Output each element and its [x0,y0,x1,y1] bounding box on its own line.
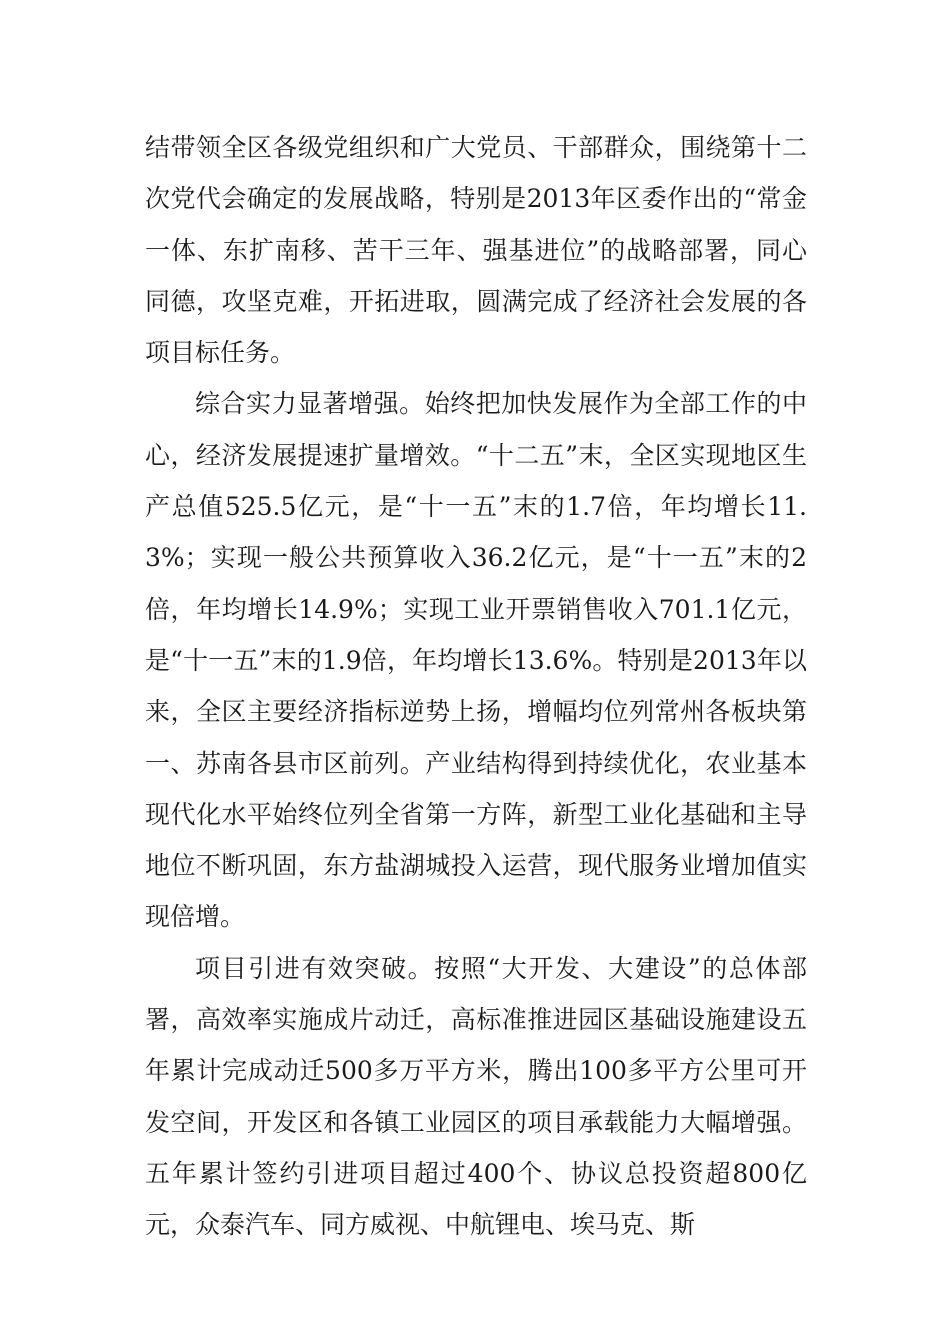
paragraph-project-introduction: 项目引进有效突破。按照“大开发、大建设”的总体部署，高效率实施成片动迁，高标准推进园区基础设施建设五年累计完成动迁500多万平方米，腾出100多平方公里可开发空间，开发区和各镇工业园区的项目承载能力大幅增强。五年累计签约引进项目超过400个、协议总投资超800亿元，众泰汽车、同方威视、中航锂电、埃马克、斯 [145,953,807,1240]
body-text [145,122,807,1251]
paragraph-overall-strength: 综合实力显著增强。始终把加快发展作为全部工作的中心，经济发展提速扩量增效。“十二五”末，全区实现地区生产总值525.5亿元，是“十一五”末的1.7倍，年均增长11.3%；实现一般公共预算收入36.2亿元，是“十一五”末的2倍，年均增长14.9%；实现工业开票销售收入701.1亿元，是“十一五”末的1.9倍，年均增长13.6%。特别是2013年以来，全区主要经济指标逆势上扬，增幅均位列常州各板块第一、苏南各县市区前列。产业结构得到持续优化，农业基本现代化水平始终位列全省第一方阵，新型工业化基础和主导地位不断巩固，东方盐湖城投入运营，现代服务业增加值实现倍增。 [145,389,807,932]
paragraph-continuation: 结带领全区各级党组织和广大党员、干部群众，围绕第十二次党代会确定的发展战略，特别是2013年区委作出的“常金一体、东扩南移、苦干三年、强基进位”的战略部署，同心同德，攻坚克难，开拓进取，圆满完成了经济社会发展的各项目标任务。 [145,133,807,368]
